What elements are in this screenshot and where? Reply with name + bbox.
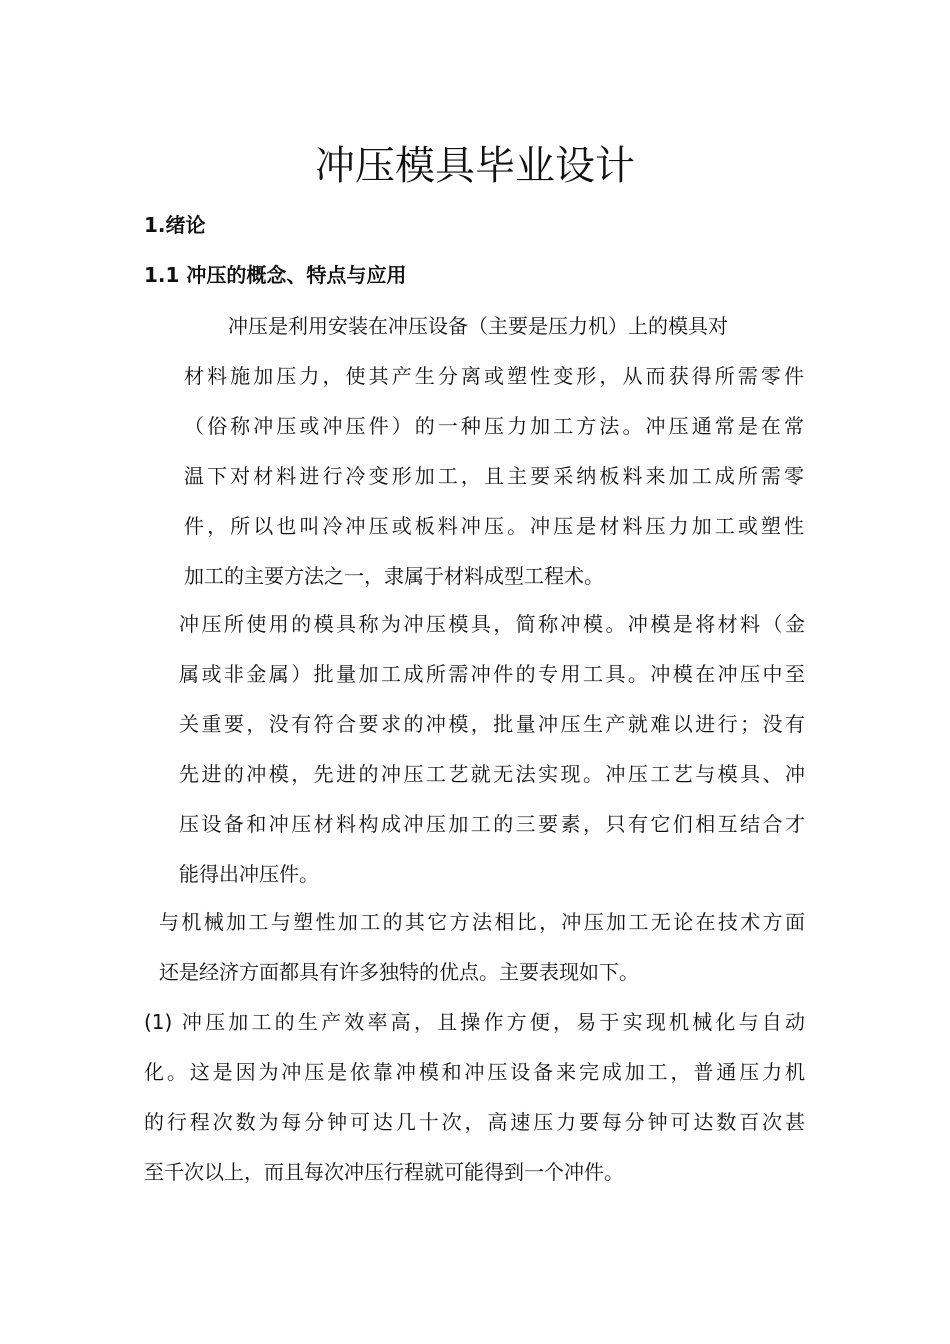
paragraph-line: 至千次以上，而且每次冲压行程就可能得到一个冲件。 xyxy=(144,1160,624,1184)
paragraph-2 xyxy=(179,599,805,899)
paragraph-4 xyxy=(144,997,805,1197)
paragraph-line: 件，所以也叫冷冲压或板料冲压。冲压是材料压力加工或塑性 xyxy=(184,514,804,538)
paragraph-line: 冲压所使用的模具称为冲压模具，简称冲模。冲模是将材料（金 xyxy=(179,612,805,636)
paragraph-1 xyxy=(184,301,804,601)
chapter-heading: 1.绪论 xyxy=(144,213,206,237)
section-heading: 1.1 冲压的概念、特点与应用 xyxy=(144,263,407,287)
paragraph-line: 还是经济方面都具有许多独特的优点。主要表现如下。 xyxy=(159,960,639,984)
paragraph-line: 加工的主要方法之一，隶属于材料成型工程术。 xyxy=(184,564,604,588)
paragraph-line: (1) 冲压加工的生产效率高，且操作方便，易于实现机械化与自动 xyxy=(144,1010,805,1034)
paragraph-line: 温下对材料进行冷变形加工，且主要采纳板料来加工成所需零 xyxy=(184,464,804,488)
paragraph-line: 先进的冲模，先进的冲压工艺就无法实现。冲压工艺与模具、冲 xyxy=(179,762,805,786)
paragraph-3 xyxy=(159,897,805,997)
paragraph-line: 冲压是利用安装在冲压设备（主要是压力机）上的模具对 xyxy=(228,314,728,338)
paragraph-line: 压设备和冲压材料构成冲压加工的三要素，只有它们相互结合才 xyxy=(179,812,805,836)
paragraph-line: 属或非金属）批量加工成所需冲件的专用工具。冲模在冲压中至 xyxy=(179,662,805,686)
paragraph-line: 化。这是因为冲压是依靠冲模和冲压设备来完成加工，普通压力机 xyxy=(144,1060,805,1084)
paragraph-line: 材料施加压力，使其产生分离或塑性变形，从而获得所需零件 xyxy=(184,364,804,388)
paragraph-line: 的行程次数为每分钟可达几十次，高速压力要每分钟可达数百次甚 xyxy=(144,1110,805,1134)
paragraph-line: （俗称冲压或冲压件）的一种压力加工方法。冲压通常是在常 xyxy=(184,414,804,438)
paragraph-line: 能得出冲压件。 xyxy=(179,862,319,886)
paragraph-line: 与机械加工与塑性加工的其它方法相比，冲压加工无论在技术方面 xyxy=(159,910,805,934)
paragraph-line: 关重要，没有符合要求的冲模，批量冲压生产就难以进行；没有 xyxy=(179,712,805,736)
document-title: 冲压模具毕业设计 xyxy=(315,143,635,189)
